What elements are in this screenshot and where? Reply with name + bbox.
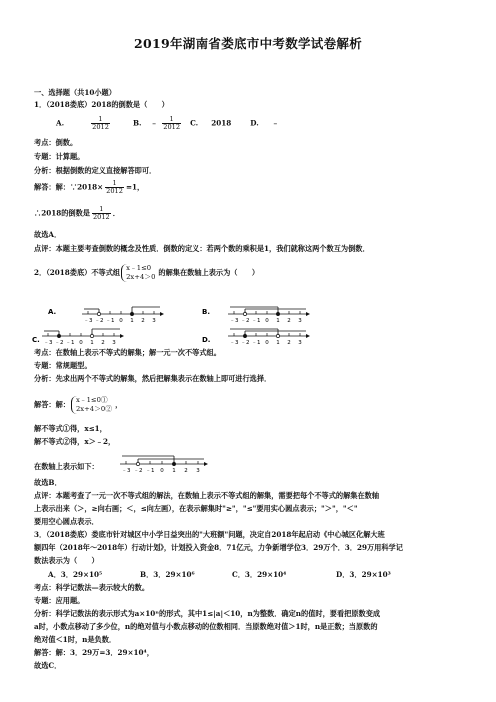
question-1-jieda: 解答：解：∵2018× $\frac{1}{2012}$ =1， [34,179,145,195]
question-2-jieda: 解答：解： x﹣1≤0① 2x+4＞0② ， [34,396,123,413]
option-c-value: 2018 [211,118,232,128]
tick-label: ﹣1 [251,318,261,324]
tick-label: 1 [276,318,280,324]
solution-system: x﹣1≤0① 2x+4＞0② [71,396,114,414]
tick-label: 1 [90,340,94,346]
tick-label: 0 [160,468,164,474]
option-d: D．3．29×10³ [336,570,391,579]
question-1-stem: 1．（2018娄底）2018的倒数是（ ） [34,100,169,109]
number-line-d [228,329,310,346]
question-3-jieda: 解答：解：3．29万=3．29×10⁴， [34,648,154,657]
option-d-label: D. [250,118,259,128]
option-c-label: C. [190,118,199,128]
tick-label: ﹣1 [65,340,75,346]
question-1-kaodian: 考点：倒数。 [34,138,78,147]
question-3-fenxi-1: 分析：科学记数法的表示形式为a×10ⁿ的形式，其中1≤|a|＜10，n为整数．确定n的值时，要看把原数变成 [34,609,381,618]
question-3-answer: 故选C． [34,661,62,670]
option-a: A．3．29×10⁵ [48,570,103,579]
question-2-dianping-2: 上表示出来（＞，≥向右画；＜，≤向左画），在表示解集时"≥"，"≤"要用实心圆点表示；"＞"，"＜" [34,504,358,513]
question-2-zhuanti: 专题：常规题型。 [34,361,92,370]
tick-label: 3 [196,468,200,474]
tick-label: ﹣3 [43,340,53,346]
tick-label: ﹣2 [94,318,104,324]
option-d-label: D. [202,336,211,344]
tick-label: 3 [152,318,156,324]
question-2-dianping-1: 点评：本题考查了一元一次不等式组的解法，在数轴上表示不等式组的解集，需要把每个不等式的解集在数轴 [34,491,380,500]
question-2-kaodian: 考点：在数轴上表示不等式的解集；解一元一次不等式组。 [34,348,221,357]
tick-label: 2 [287,340,291,346]
tick-label: 2 [141,318,145,324]
option-a-fraction: $\frac{1}{2012}$ [92,115,109,131]
tick-label: ﹣2 [240,340,250,346]
question-3-options [48,570,391,580]
option-c: C．3．29×10⁴ [232,570,287,579]
question-2-dianping-3: 要用空心圆点表示． [34,517,99,526]
question-3-stem-3: 数法表示为（ ） [34,556,99,565]
number-line-a [82,307,164,324]
number-line-c [42,329,124,346]
tick-label: 0 [79,340,83,346]
question-1-zhuanti: 专题：计算题。 [34,152,85,161]
tick-label: 3 [112,340,116,346]
solution-number-line [118,450,228,474]
tick-label: ﹣2 [54,340,64,346]
page-title: 2019年湖南省娄底市中考数学试卷解析 [134,36,362,51]
tick-label: 1 [276,340,280,346]
question-1-therefore: ∴2018的倒数是 $\frac{1}{2012}$ ． [34,205,120,221]
question-2-fenxi: 分析：先求出两个不等式的解集，然后把解集表示在数轴上即可进行选择． [34,374,272,383]
inequality-system: x﹣1≤0 2x+4＞0 [121,264,157,282]
question-1-fenxi: 分析：根据倒数的定义直接解答即可． [34,166,157,175]
option-a-label: A. [56,118,65,128]
question-2-step-2: 解不等式②得，x＞﹣2， [34,437,116,446]
question-3-zhuanti: 专题：应用题。 [34,596,85,605]
section-heading: 一、选择题（共10小题） [34,88,116,97]
tick-label: ﹣3 [229,318,239,324]
question-2-number-lines [30,298,470,346]
tick-label: ﹣1 [251,340,261,346]
question-2-step-1: 解不等式①得，x≤1， [34,424,107,433]
tick-label: 2 [287,318,291,324]
tick-label: 0 [265,318,269,324]
question-3-kaodian: 考点：科学记数法—表示较大的数。 [34,583,150,592]
tick-label: 3 [298,340,302,346]
tick-label: 1 [172,468,176,474]
tick-label: 1 [130,318,134,324]
option-d-value: ﹣ [271,118,279,128]
option-b-label: B. [132,118,142,128]
question-3-stem-2: 额四年（2018年～2018年）行动计划》，计划投入资金8．71亿元，力争新增学位3．29万个．3．29万用科学记 [34,543,403,552]
question-2-step-3: 在数轴上表示如下： [34,462,99,471]
question-2-answer: 故选B． [34,478,62,487]
number-line-b [228,307,310,324]
question-3-stem-1: 3．（2018娄底）娄底市针对城区中小学日益突出的"大班额"问题，决定自2018年起启动《中心城区化解大班 [34,530,385,539]
tick-label: ﹣1 [145,468,155,474]
tick-label: ﹣3 [121,468,131,474]
option-b-minus: ﹣ [150,118,158,128]
option-c-label: C. [32,336,40,344]
tick-label: ﹣3 [83,318,93,324]
question-3-fenxi-2: a时，小数点移动了多少位，n的绝对值与小数点移动的位数相同．当原数绝对值＞1时，n是正数；当原数的 [34,622,378,631]
question-2-stem: 2．（2018娄底）不等式组 x﹣1≤0 2x+4＞0 的解集在数轴上表示为（ ） [34,264,260,281]
tick-label: 2 [101,340,105,346]
tick-label: ﹣2 [133,468,143,474]
question-1-answer: 故选A． [34,230,62,239]
tick-label: 2 [184,468,188,474]
option-b: B．3．29×10⁶ [140,570,195,579]
tick-label: ﹣2 [240,318,250,324]
question-1-dianping: 点评：本题主要考查倒数的概念及性质．倒数的定义：若两个数的乘积是1，我们就称这两个数互为倒数． [34,244,370,253]
question-3-fenxi-3: 绝对值＜1时，n是负数． [34,635,117,644]
option-b-label: B. [202,308,210,316]
option-a-label: A. [48,308,57,316]
tick-label: 0 [265,340,269,346]
tick-label: 3 [298,318,302,324]
tick-label: 0 [119,318,123,324]
question-1-options [56,116,279,131]
tick-label: ﹣1 [105,318,115,324]
option-b-fraction: $\frac{1}{2012}$ [163,115,181,131]
tick-label: ﹣3 [229,340,239,346]
